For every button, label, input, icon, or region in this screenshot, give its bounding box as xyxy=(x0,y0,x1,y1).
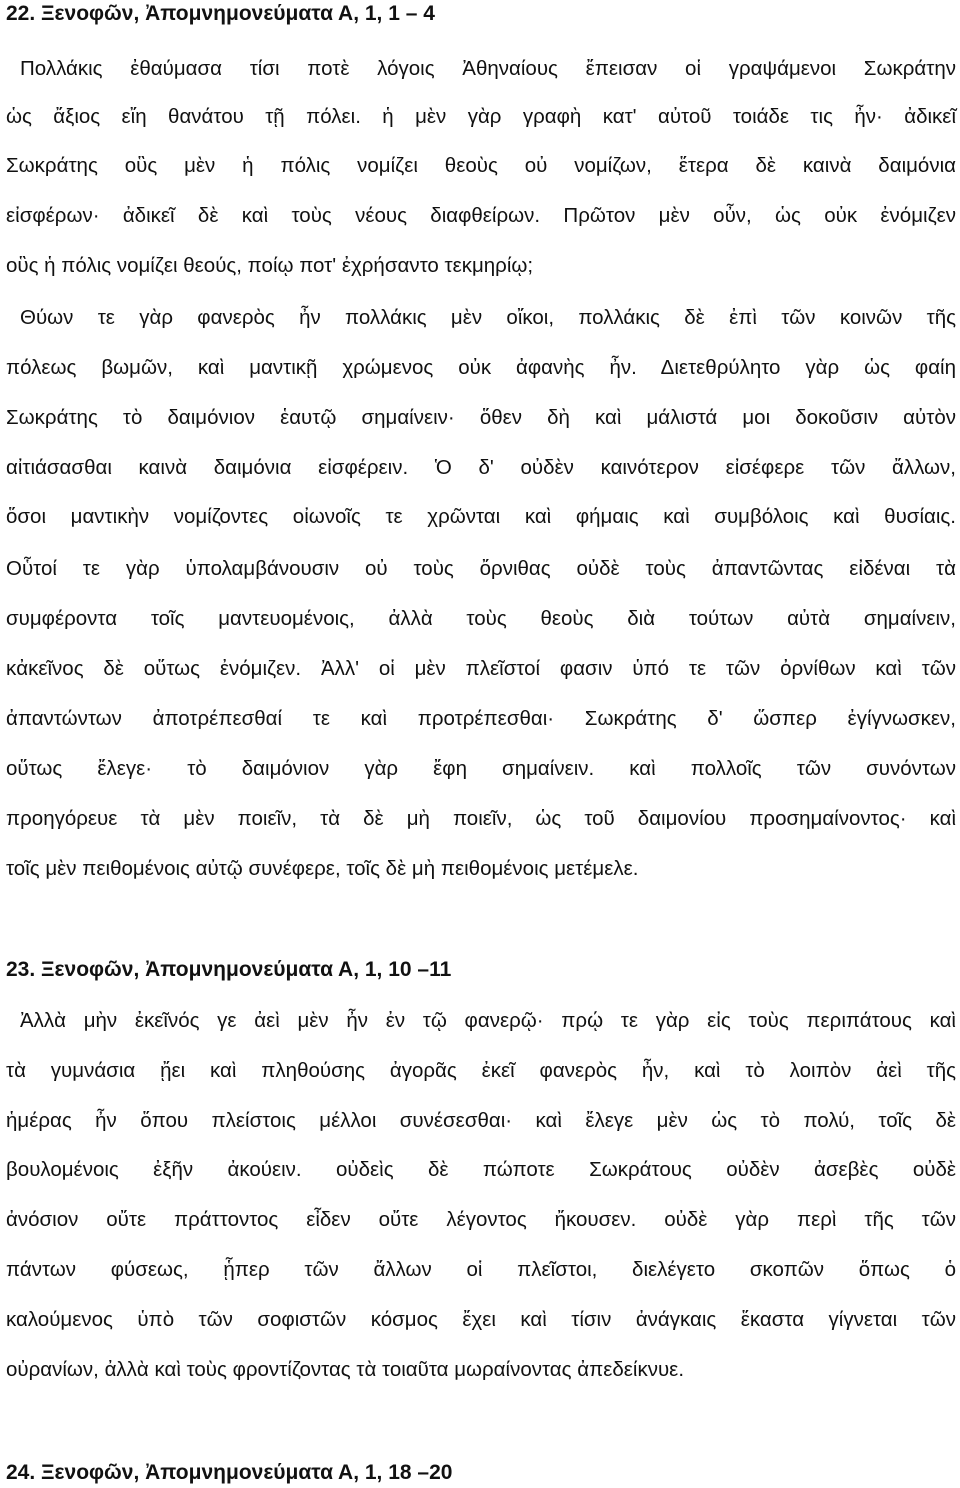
section-22-line-11: Οὗτοί τε γὰρ ὑπολαμβάνουσιν οὐ τοὺς ὄρνιθας οὐδὲ τοὺς ἀπαντῶντας εἰδέναι τὰ xyxy=(6,557,956,580)
section-22-line-15: οὕτως ἔλεγε· τὸ δαιμόνιον γὰρ ἔφη σημαίνειν. καὶ πολλοῖς τῶν συνόντων xyxy=(6,757,956,780)
section-24-number: 24. xyxy=(6,1461,36,1484)
section-22-line-16: προηγόρευε τὰ μὲν ποιεῖν, τὰ δὲ μὴ ποιεῖν, ὡς τοῦ δαιμονίου προσημαίνοντος· καὶ xyxy=(6,807,956,830)
section-23-line-3: ἡμέρας ἦν ὅπου πλείστοις μέλλοι συνέσεσθαι· καὶ ἔλεγε μὲν ὡς τὸ πολύ, τοῖς δὲ xyxy=(6,1109,956,1132)
section-22-line-1: Πολλάκις ἐθαύμασα τίσι ποτὲ λόγοις Ἀθηναίους ἔπεισαν οἱ γραψάμενοι Σωκράτην xyxy=(20,57,956,80)
section-23-line-4: βουλομένοις ἐξῆν ἀκούειν. οὐδεὶς δὲ πώποτε Σωκράτους οὐδὲν ἀσεβὲς οὐδὲ xyxy=(6,1158,956,1181)
section-22-line-5: οὓς ἡ πόλις νομίζει θεούς, ποίῳ ποτ' ἐχρήσαντο τεκμηρίῳ; xyxy=(6,254,534,277)
section-22-line-6: Θύων τε γὰρ φανερὸς ἦν πολλάκις μὲν οἴκοι, πολλάκις δὲ ἐπὶ τῶν κοινῶν τῆς xyxy=(20,306,956,329)
section-23-line-6: πάντων φύσεως, ᾗπερ τῶν ἄλλων οἱ πλεῖστοι, διελέγετο σκοπῶν ὅπως ὁ xyxy=(6,1258,956,1281)
section-22-line-9: αἰτιάσασθαι καινὰ δαιμόνια εἰσφέρειν. Ὁ δ' οὐδὲν καινότερον εἰσέφερε τῶν ἄλλων, xyxy=(6,456,956,479)
section-24-heading xyxy=(6,1461,452,1485)
section-22-number: 22. xyxy=(6,2,36,25)
section-24-title: Ξενοφῶν, Ἀπομνημονεύματα Α, 1, 18 –20 xyxy=(41,1461,453,1484)
section-22-line-12: συμφέροντα τοῖς μαντευομένοις, ἀλλὰ τοὺς θεοὺς διὰ τούτων αὐτὰ σημαίνειν, xyxy=(6,607,956,630)
section-22-heading xyxy=(6,2,435,26)
section-23-line-8: οὐρανίων, ἀλλὰ καὶ τοὺς φροντίζοντας τὰ τοιαῦτα μωραίνοντας ἀπεδείκνυε. xyxy=(6,1358,685,1381)
section-22-line-4: εἰσφέρων· ἀδικεῖ δὲ καὶ τοὺς νέους διαφθείρων. Πρῶτον μὲν οὖν, ὡς οὐκ ἐνόμιζεν xyxy=(6,204,956,227)
section-23-heading xyxy=(6,958,451,982)
section-23-line-1: Ἀλλὰ μὴν ἐκεῖνός γε ἀεὶ μὲν ἦν ἐν τῷ φανερῷ· πρῴ τε γὰρ εἰς τοὺς περιπάτους καὶ xyxy=(20,1009,956,1032)
section-23-line-7: καλούμενος ὑπὸ τῶν σοφιστῶν κόσμος ἔχει καὶ τίσιν ἀνάγκαις ἕκαστα γίγνεται τῶν xyxy=(6,1308,956,1331)
section-23-line-5: ἀνόσιον οὔτε πράττοντος εἶδεν οὔτε λέγοντος ἤκουσεν. οὐδὲ γὰρ περὶ τῆς τῶν xyxy=(6,1208,956,1231)
section-23-number: 23. xyxy=(6,958,36,981)
section-23-title: Ξενοφῶν, Ἀπομνημονεύματα Α, 1, 10 –11 xyxy=(41,958,452,981)
section-22-line-17: τοῖς μὲν πειθομένοις αὐτῷ συνέφερε, τοῖς δὲ μὴ πειθομένοις μετέμελε. xyxy=(6,857,639,880)
section-22-line-8: Σωκράτης τὸ δαιμόνιον ἑαυτῷ σημαίνειν· ὅθεν δὴ καὶ μάλιστά μοι δοκοῦσιν αὐτὸν xyxy=(6,406,956,429)
section-22-line-3: Σωκράτης οὓς μὲν ἡ πόλις νομίζει θεοὺς οὐ νομίζων, ἕτερα δὲ καινὰ δαιμόνια xyxy=(6,154,956,177)
section-22-line-13: κἀκεῖνος δὲ οὕτως ἐνόμιζεν. Ἀλλ' οἱ μὲν πλεῖστοί φασιν ὑπό τε τῶν ὀρνίθων καὶ τῶν xyxy=(6,657,956,680)
section-22-line-14: ἀπαντώντων ἀποτρέπεσθαί τε καὶ προτρέπεσθαι· Σωκράτης δ' ὥσπερ ἐγίγνωσκεν, xyxy=(6,707,956,730)
section-22-line-2: ὡς ἄξιος εἴη θανάτου τῇ πόλει. ἡ μὲν γὰρ γραφὴ κατ' αὐτοῦ τοιάδε τις ἦν· ἀδικεῖ xyxy=(6,105,956,128)
section-22-line-7: πόλεως βωμῶν, καὶ μαντικῇ χρώμενος οὐκ ἀφανὴς ἦν. Διετεθρύλητο γὰρ ὡς φαίη xyxy=(6,356,956,379)
section-23-line-2: τὰ γυμνάσια ᾔει καὶ πληθούσης ἀγορᾶς ἐκεῖ φανερὸς ἦν, καὶ τὸ λοιπὸν ἀεὶ τῆς xyxy=(6,1059,956,1082)
section-22-title: Ξενοφῶν, Ἀπομνημονεύματα Α, 1, 1 – 4 xyxy=(41,2,435,25)
section-22-line-10: ὅσοι μαντικὴν νομίζοντες οἰωνοῖς τε χρῶνται καὶ φήμαις καὶ συμβόλοις καὶ θυσίαις. xyxy=(6,505,956,528)
